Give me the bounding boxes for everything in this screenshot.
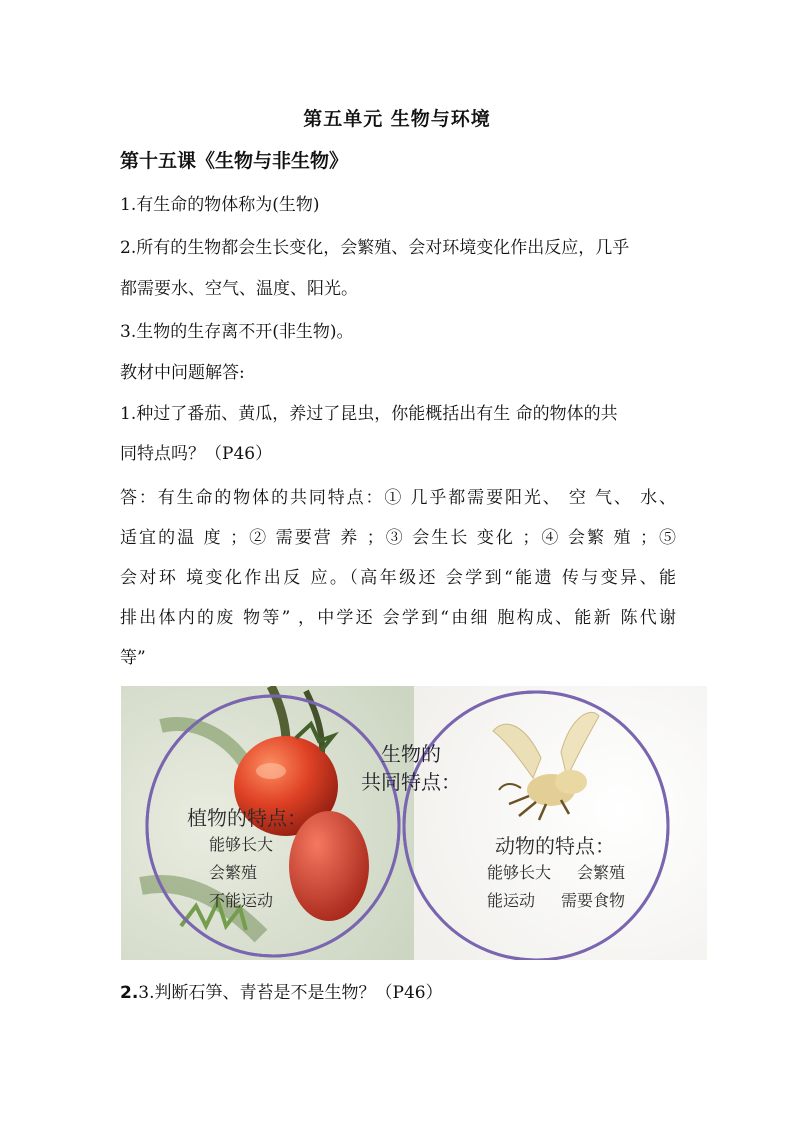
animal-heading: 动物的特点：	[495, 834, 615, 858]
answer-line: 等”	[120, 648, 146, 668]
overlap-label-line1: 生物的	[381, 742, 441, 766]
venn-diagram-figure	[121, 686, 707, 960]
overlap-label-line2: 共同特点：	[361, 770, 461, 794]
answer-line: 适宜的温 度 ；② 需要营 养 ；③ 会生长 变化 ；④ 会繁 殖 ；⑤	[120, 528, 676, 548]
plant-item: 不能运动	[209, 891, 274, 910]
point-line: 2.所有的生物都会生长变化，会繁殖、会对环境变化作出反应，几乎	[120, 238, 630, 258]
animal-item: 能运动	[487, 891, 536, 910]
point-line: 都需要水、空气、温度、阳光。	[120, 279, 358, 299]
lesson-title: 第十五课《生物与非生物》	[120, 150, 349, 172]
answer-paragraph	[120, 478, 676, 678]
point-line: 1.有生命的物体称为(生物)	[120, 195, 320, 215]
plant-item: 能够长大	[209, 835, 274, 854]
unit-title: 第五单元 生物与环境	[303, 108, 491, 130]
plant-heading: 植物的特点：	[187, 806, 307, 830]
answer-line: 会对环 境变化作出反 应。（高年级还 会学到“能遗 传与变异、能	[120, 568, 676, 588]
question-2	[120, 978, 443, 1003]
answer-line: 排出体内的废 物等” ，中学还 会学到“由细 胞构成、能新 陈代谢	[120, 608, 676, 628]
question-2-prefix: 2.	[120, 983, 139, 1003]
animal-photo-background	[414, 686, 707, 960]
answer-line: 答：有生命的物体的共同特点：① 几乎都需要阳光、 空 气、 水、	[120, 488, 676, 508]
question-line: 同特点吗？（P46）	[120, 444, 273, 464]
question-2-text: 3.判断石笋、青苔是不是生物？（P46）	[138, 983, 443, 1003]
animal-item: 能够长大	[487, 863, 552, 882]
animal-item: 会繁殖	[577, 863, 626, 882]
overlap-label	[349, 740, 473, 796]
point-line: 3.生物的生存离不开(非生物)。	[120, 322, 354, 342]
section-heading: 教材中问题解答:	[120, 363, 245, 383]
question-line: 1.种过了番茄、黄瓜，养过了昆虫，你能概括出有生 命的物体的共	[120, 404, 618, 424]
animal-item: 需要食物	[561, 891, 626, 910]
plant-item: 会繁殖	[209, 863, 258, 882]
